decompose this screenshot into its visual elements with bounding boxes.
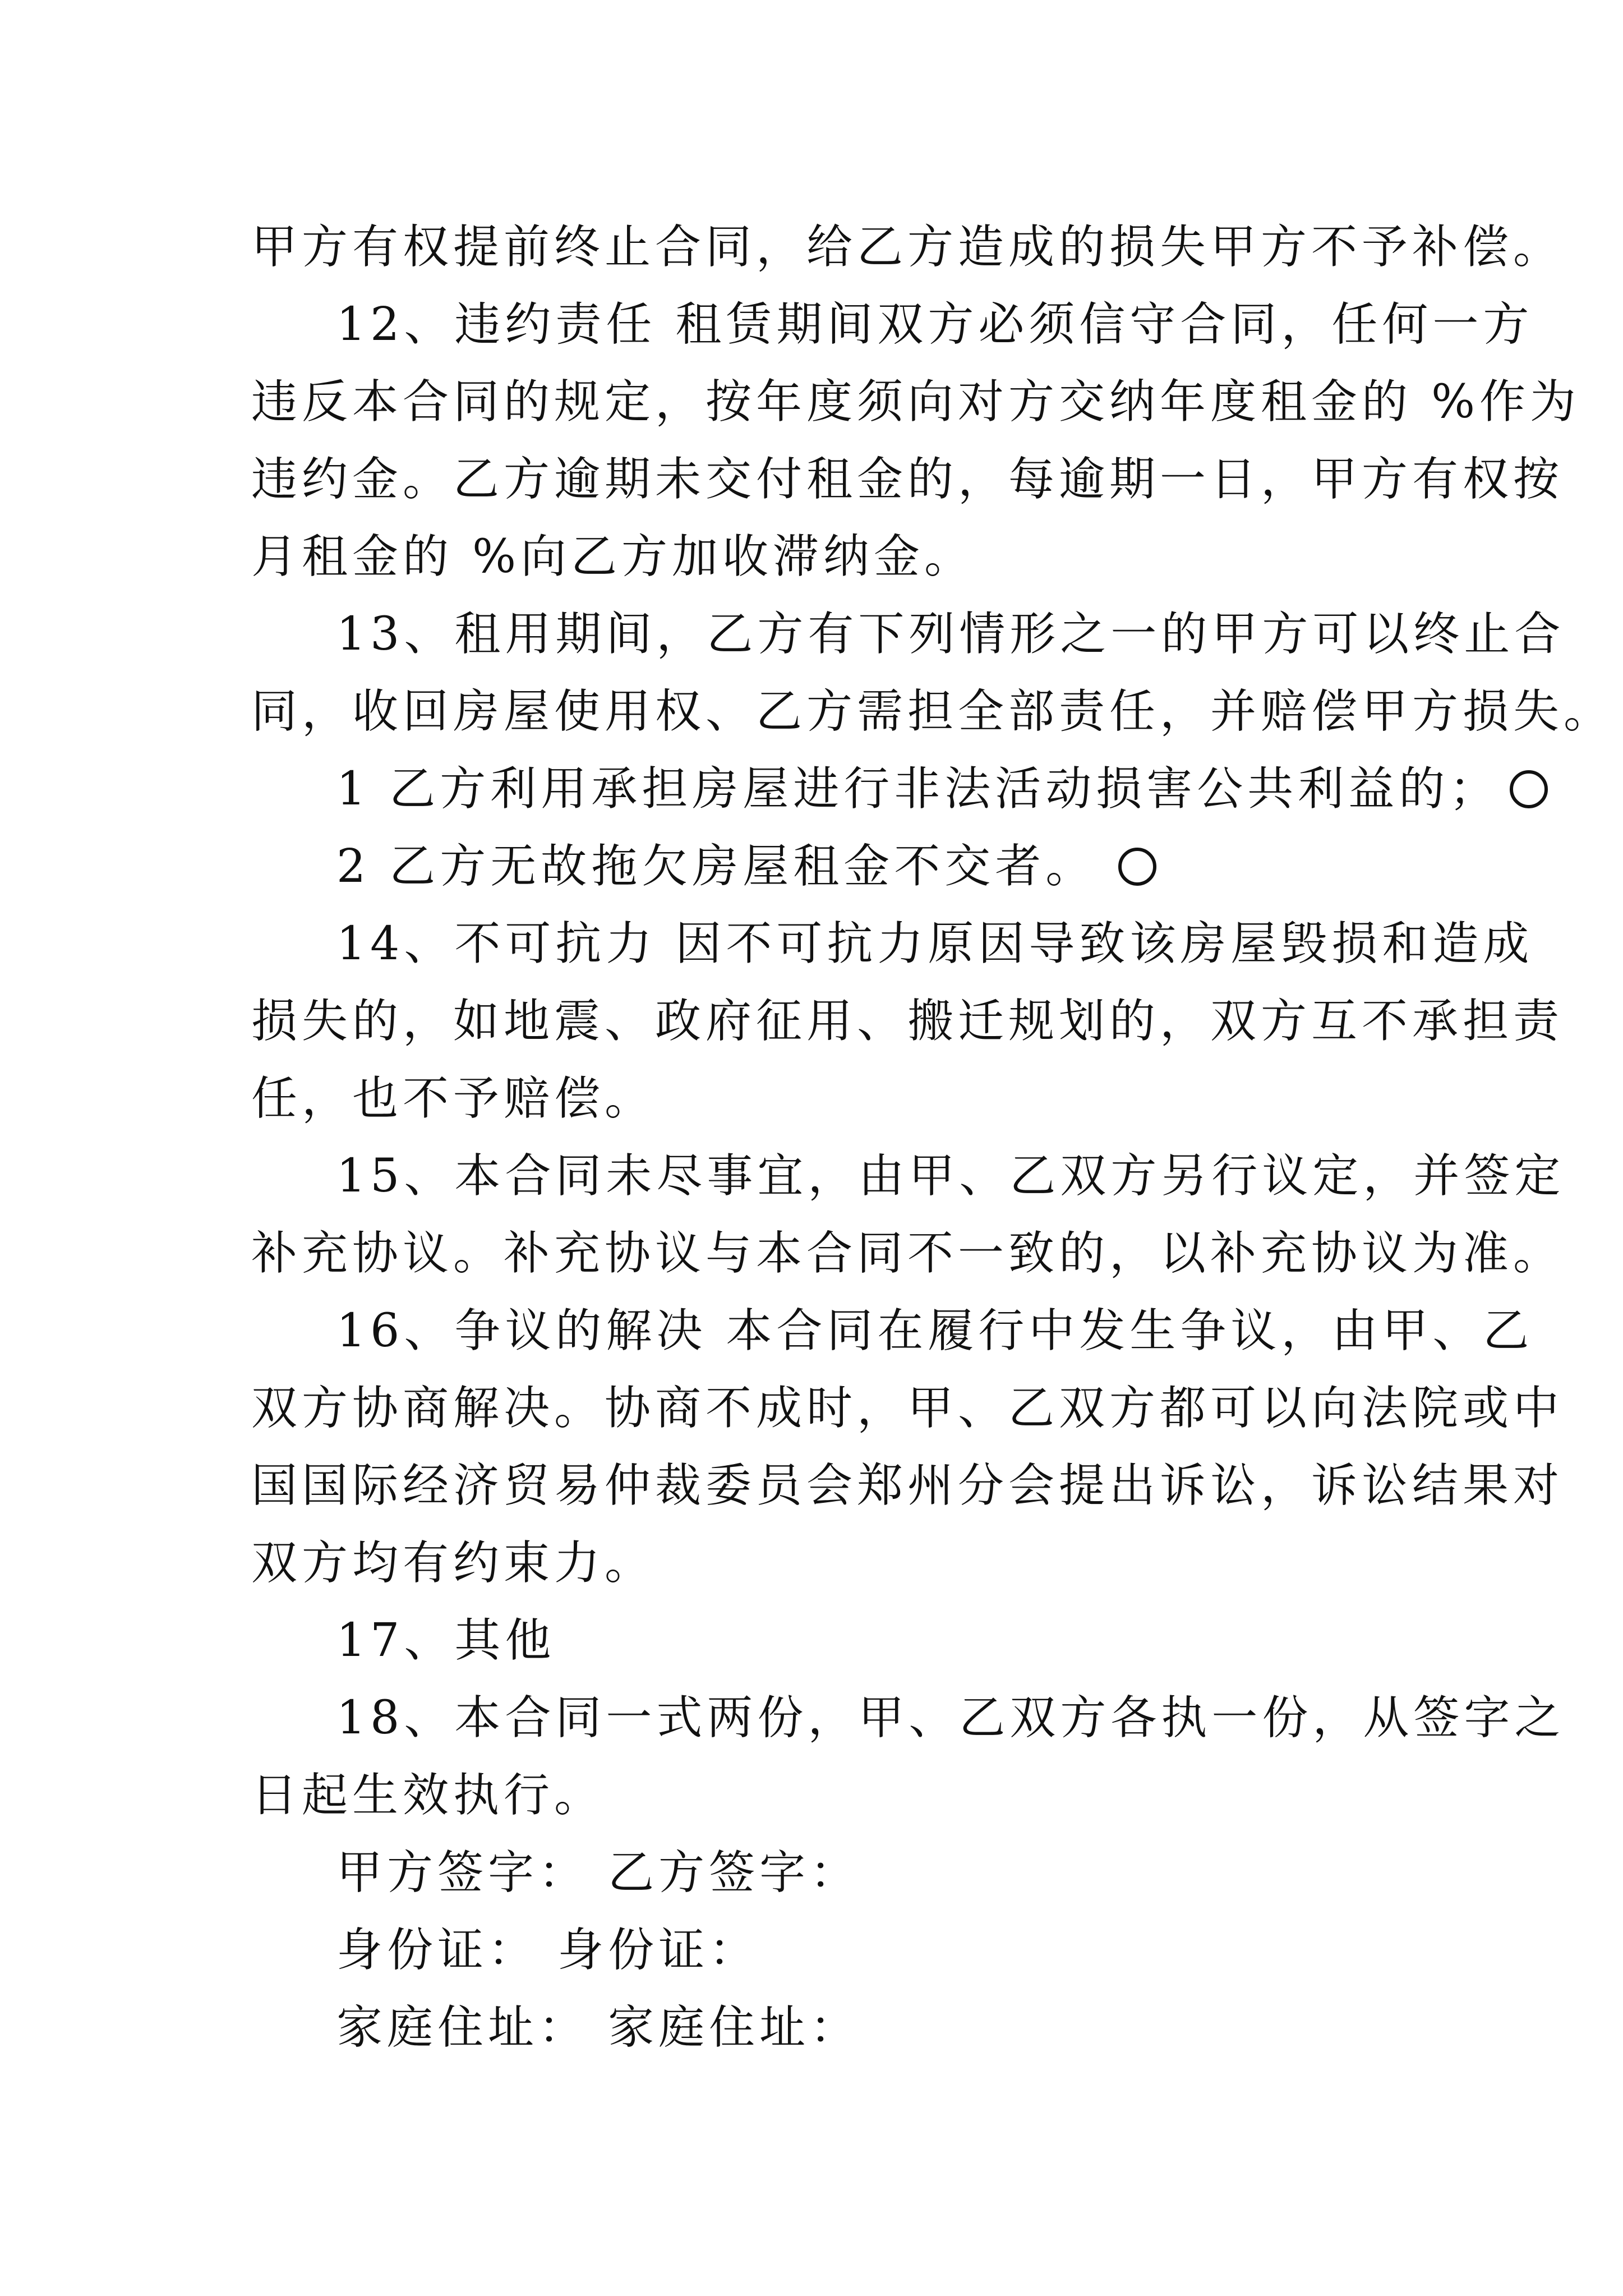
clause-13-item-2 [251,828,1390,905]
home-address-line: 家庭住址： 家庭住址： [336,2001,861,2054]
clause-16-heading: 16、争议的解决 本合同在履行中发生争议，由甲、乙 [336,1304,1534,1358]
clause-14-heading: 14、不可抗力 因不可抗力原因导致该房屋毁损和造成 [336,917,1534,970]
clause-13-item-1 [251,751,1500,828]
text-line: 双方协商解决。协商不成时，甲、乙双方都可以向法院或中 [251,1382,1564,1435]
text-line: 同，收回房屋使用权、乙方需担全部责任，并赔偿甲方损失。 [251,685,1615,738]
text-line: 日起生效执行。 [251,1769,605,1822]
signature-line: 甲方签字： 乙方签字： [336,1846,861,1899]
text-line: 违约金。乙方逾期未交付租金的，每逾期一日，甲方有权按 [251,453,1564,506]
clause-15-heading: 15、本合同未尽事宜，由甲、乙双方另行议定，并签定 [336,1149,1565,1203]
text-line: 双方均有约束力。 [251,1536,656,1590]
clause-17-heading: 17、其他 [336,1614,556,1667]
text-line: 违反本合同的规定，按年度须向对方交纳年度租金的 %作为 [251,375,1580,429]
text-line: 甲方有权提前终止合同，给乙方造成的损失甲方不予补偿。 [251,220,1564,274]
text-line: 损失的，如地震、政府征用、搬迁规划的，双方互不承担责 [251,995,1564,1048]
clause-18-heading: 18、本合同一式两份，甲、乙双方各执一份，从签字之 [336,1691,1565,1745]
item-text: 2 乙方无故拖欠房屋租金不交者。 [336,840,1096,893]
contract-text [251,209,1615,2067]
text-line: 月租金的 %向乙方加收滞纳金。 [251,530,975,583]
text-line: 补充协议。补充协议与本合同不一致的，以补充协议为准。 [251,1227,1564,1280]
clause-12-heading: 12、违约责任 租赁期间双方必须信守合同，任何一方 [336,298,1534,351]
text-line: 国国际经济贸易仲裁委员会郑州分会提出诉讼，诉讼结果对 [251,1459,1564,1512]
id-card-line: 身份证： 身份证： [336,1924,760,1977]
circle-mark-icon [1510,770,1548,808]
clause-13-heading: 13、租用期间，乙方有下列情形之一的甲方可以终止合 [336,608,1565,661]
item-text: 1 乙方利用承担房屋进行非法活动损害公共利益的； [336,762,1500,816]
circle-mark-icon [1118,848,1156,886]
text-line: 任，也不予赔偿。 [251,1072,656,1125]
